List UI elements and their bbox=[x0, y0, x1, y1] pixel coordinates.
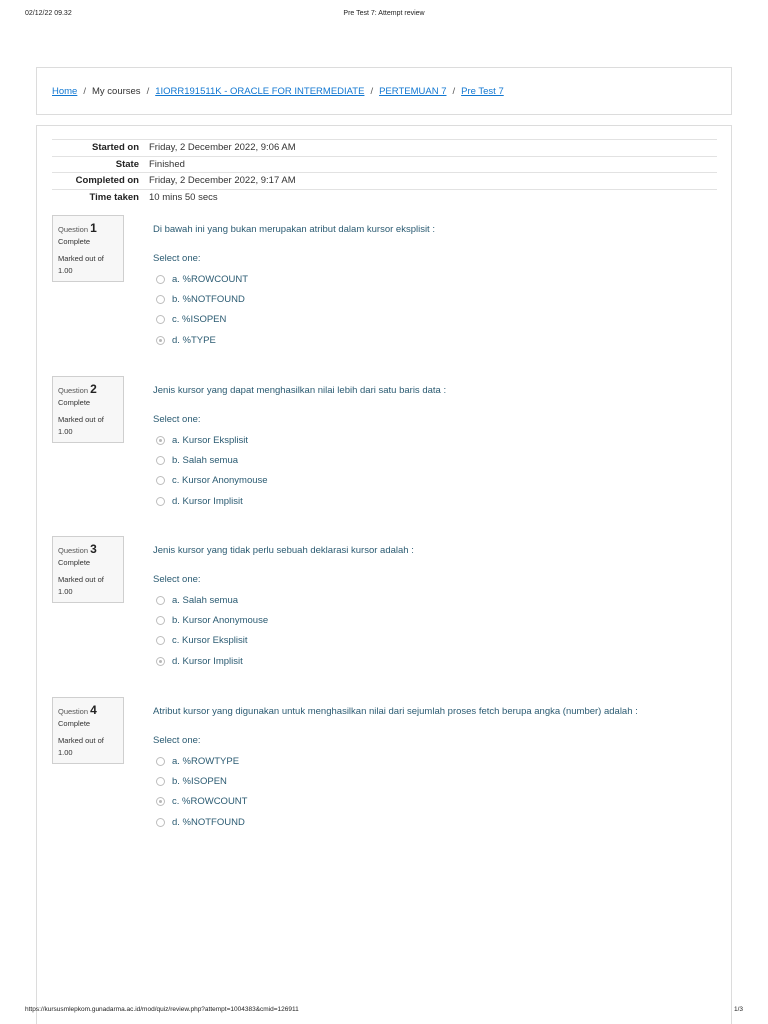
answer-label: a. Kursor Eksplisit bbox=[172, 434, 249, 446]
answer-label: a. %ROWTYPE bbox=[172, 755, 240, 767]
question-state: Complete bbox=[58, 719, 91, 728]
radio-button[interactable] bbox=[156, 275, 165, 284]
answer-label: b. %NOTFOUND bbox=[172, 293, 245, 305]
question-2 bbox=[52, 376, 717, 526]
select-one-label: Select one: bbox=[153, 735, 201, 746]
question-grade: Marked out of 1.00 bbox=[58, 254, 104, 275]
question-number bbox=[58, 221, 118, 235]
print-page-title: Pre Test 7: Attempt review bbox=[343, 10, 425, 17]
summary-row-state bbox=[52, 157, 717, 174]
breadcrumb-quiz-link[interactable]: Pre Test 7 bbox=[461, 86, 504, 97]
question-4 bbox=[52, 697, 717, 847]
breadcrumb bbox=[52, 86, 504, 97]
breadcrumb-card bbox=[36, 67, 732, 115]
question-state: Complete bbox=[58, 237, 91, 246]
print-url: https://kursusmlepkom.gunadarma.ac.id/mod/quiz/review.php?attempt=1004383&cmid=126911 bbox=[25, 1006, 299, 1013]
answer-option[interactable] bbox=[156, 590, 268, 610]
select-one-label: Select one: bbox=[153, 574, 201, 585]
question-number bbox=[58, 703, 118, 717]
question-grade: Marked out of 1.00 bbox=[58, 736, 104, 757]
question-text: Jenis kursor yang tidak perlu sebuah deklarasi kursor adalah : bbox=[153, 545, 414, 556]
answer-option[interactable] bbox=[156, 269, 248, 289]
radio-button[interactable] bbox=[156, 295, 165, 304]
question-label: Question bbox=[58, 707, 89, 716]
question-state: Complete bbox=[58, 398, 91, 407]
question-label: Question bbox=[58, 386, 89, 395]
question-number-value: 2 bbox=[90, 382, 97, 396]
answer-option[interactable] bbox=[156, 330, 248, 350]
summary-label: State bbox=[115, 158, 139, 170]
answer-option[interactable] bbox=[156, 610, 268, 630]
question-state: Complete bbox=[58, 558, 91, 567]
radio-button[interactable] bbox=[156, 636, 165, 645]
summary-label: Started on bbox=[92, 142, 139, 154]
answer-option[interactable] bbox=[156, 289, 248, 309]
select-one-label: Select one: bbox=[153, 253, 201, 264]
breadcrumb-course-link[interactable]: 1IORR191511K - ORACLE FOR INTERMEDIATE bbox=[155, 86, 365, 97]
radio-button-selected[interactable] bbox=[156, 336, 165, 345]
answer-option[interactable] bbox=[156, 751, 247, 771]
question-number-value: 1 bbox=[90, 221, 97, 235]
answer-label: d. %TYPE bbox=[172, 334, 216, 346]
answer-option[interactable] bbox=[156, 471, 268, 491]
breadcrumb-home-link[interactable]: Home bbox=[52, 86, 78, 97]
answer-label: d. %NOTFOUND bbox=[172, 816, 245, 828]
answer-label: d. Kursor Implisit bbox=[172, 495, 243, 507]
answer-option[interactable] bbox=[156, 812, 247, 832]
answer-option[interactable] bbox=[156, 430, 268, 450]
breadcrumb-separator: / bbox=[370, 86, 374, 97]
summary-row-started bbox=[52, 140, 717, 157]
summary-label: Completed on bbox=[75, 175, 139, 187]
breadcrumb-separator: / bbox=[83, 86, 86, 97]
print-footer bbox=[25, 1006, 743, 1018]
question-number bbox=[58, 382, 118, 396]
summary-value: Friday, 2 December 2022, 9:06 AM bbox=[149, 142, 296, 154]
print-date: 02/12/22 09.32 bbox=[25, 10, 72, 17]
answer-label: b. Salah semua bbox=[172, 454, 239, 466]
answer-option[interactable] bbox=[156, 491, 268, 511]
question-label: Question bbox=[58, 225, 89, 234]
radio-button-selected[interactable] bbox=[156, 436, 165, 445]
answer-option[interactable] bbox=[156, 450, 268, 470]
breadcrumb-separator: / bbox=[452, 86, 456, 97]
answer-options bbox=[156, 751, 247, 832]
radio-button[interactable] bbox=[156, 315, 165, 324]
question-grade: Marked out of 1.00 bbox=[58, 415, 104, 436]
question-number bbox=[58, 542, 118, 556]
question-label: Question bbox=[58, 546, 89, 555]
question-number-value: 4 bbox=[90, 703, 97, 717]
radio-button[interactable] bbox=[156, 616, 165, 625]
question-info-box bbox=[52, 536, 124, 603]
answer-label: a. Salah semua bbox=[172, 594, 239, 606]
radio-button-selected[interactable] bbox=[156, 797, 165, 806]
answer-option[interactable] bbox=[156, 651, 268, 671]
breadcrumb-section-link[interactable]: PERTEMUAN 7 bbox=[379, 86, 447, 97]
answer-label: c. Kursor Eksplisit bbox=[172, 635, 248, 647]
question-3 bbox=[52, 536, 717, 686]
question-text: Di bawah ini yang bukan merupakan atribut dalam kursor eksplisit : bbox=[153, 224, 435, 235]
answer-option[interactable] bbox=[156, 310, 248, 330]
question-text: Jenis kursor yang dapat menghasilkan nilai lebih dari satu baris data : bbox=[153, 385, 447, 396]
summary-value: 10 mins 50 secs bbox=[149, 192, 218, 204]
radio-button[interactable] bbox=[156, 497, 165, 506]
quiz-review-card bbox=[36, 125, 732, 1024]
summary-row-completed bbox=[52, 173, 717, 190]
radio-button[interactable] bbox=[156, 456, 165, 465]
answer-label: b. Kursor Anonymouse bbox=[172, 614, 269, 626]
answer-options bbox=[156, 269, 248, 350]
question-info-box bbox=[52, 376, 124, 443]
answer-label: a. %ROWCOUNT bbox=[172, 273, 248, 285]
answer-options bbox=[156, 590, 268, 671]
radio-button[interactable] bbox=[156, 757, 165, 766]
answer-label: c. %ISOPEN bbox=[172, 314, 227, 326]
radio-button[interactable] bbox=[156, 777, 165, 786]
summary-row-time-taken bbox=[52, 190, 717, 207]
question-number-value: 3 bbox=[90, 542, 97, 556]
summary-value: Finished bbox=[149, 158, 185, 170]
print-page-number: 1/3 bbox=[733, 1006, 743, 1013]
radio-button[interactable] bbox=[156, 476, 165, 485]
summary-value: Friday, 2 December 2022, 9:17 AM bbox=[149, 175, 296, 187]
breadcrumb-separator: / bbox=[146, 86, 150, 97]
answer-label: b. %ISOPEN bbox=[172, 775, 227, 787]
radio-button[interactable] bbox=[156, 596, 165, 605]
question-grade: Marked out of 1.00 bbox=[58, 575, 104, 596]
radio-button[interactable] bbox=[156, 818, 165, 827]
answer-label: d. Kursor Implisit bbox=[172, 655, 243, 667]
breadcrumb-my-courses: My courses bbox=[91, 86, 141, 97]
radio-button-selected[interactable] bbox=[156, 657, 165, 666]
print-header bbox=[25, 10, 743, 22]
answer-options bbox=[156, 430, 268, 511]
question-text: Atribut kursor yang digunakan untuk menghasilkan nilai dari sejumlah proses fetch berupa angka (number) adalah : bbox=[153, 706, 638, 717]
answer-label: c. %ROWCOUNT bbox=[172, 796, 248, 808]
answer-option[interactable] bbox=[156, 631, 268, 651]
question-info-box bbox=[52, 215, 124, 282]
answer-option[interactable] bbox=[156, 792, 247, 812]
answer-label: c. Kursor Anonymouse bbox=[172, 475, 268, 487]
attempt-summary-table bbox=[52, 139, 717, 206]
question-1 bbox=[52, 215, 717, 365]
summary-label: Time taken bbox=[89, 192, 139, 204]
answer-option[interactable] bbox=[156, 771, 247, 791]
select-one-label: Select one: bbox=[153, 414, 201, 425]
question-info-box bbox=[52, 697, 124, 764]
